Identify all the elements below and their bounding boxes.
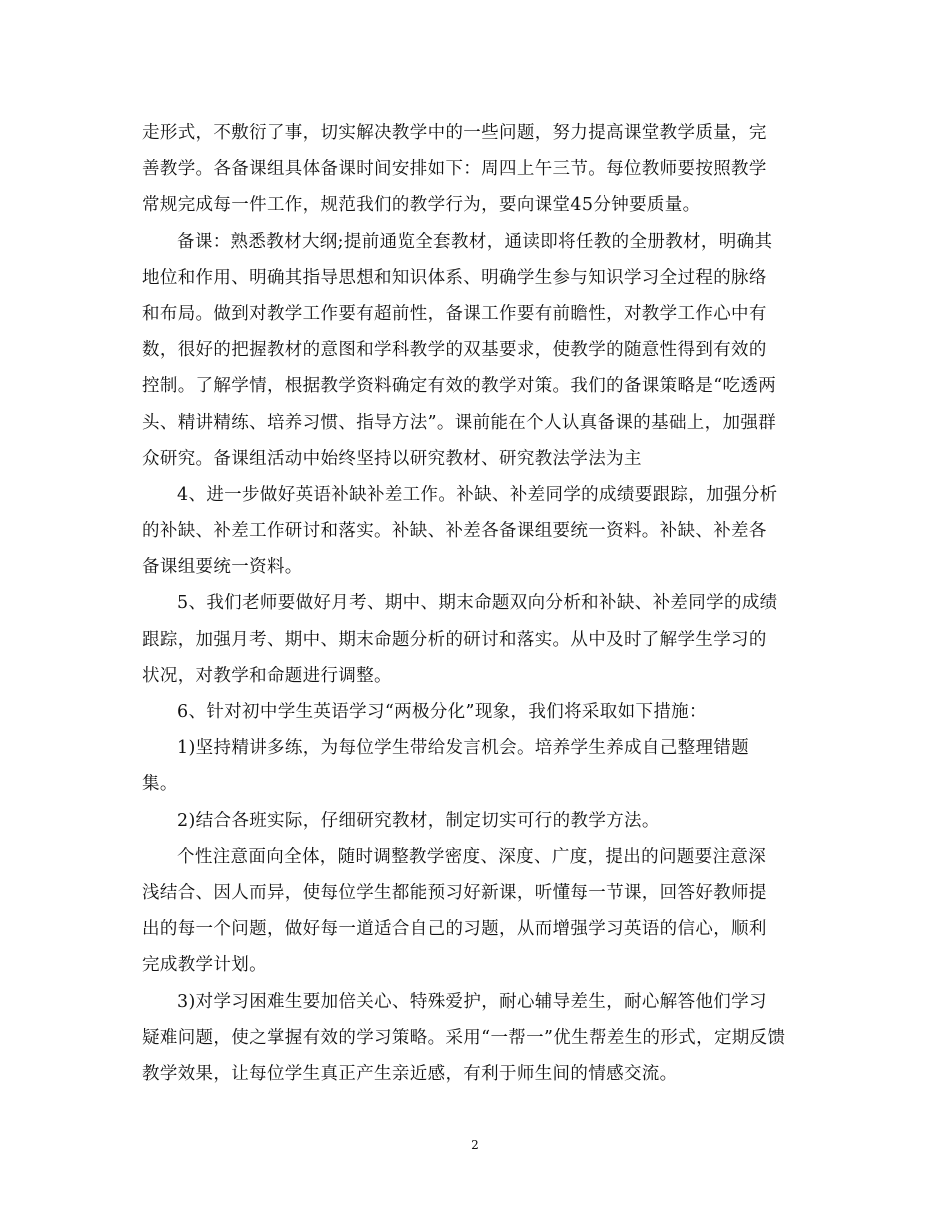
text-line: 教学效果，让每位学生真正产生亲近感，有利于师生间的情感交流。 [142,1063,678,1084]
text-line: 备课组要统一资料。 [142,557,303,578]
text-line: 4、进一步做好英语补缺补差工作。补缺、补差同学的成绩要跟踪，加强分析 [177,484,778,505]
text-line: 备课：熟悉教材大纲;提前通览全套教材，通读即将任教的全册教材，明确其 [177,231,773,252]
text-line: 集。 [142,774,178,795]
text-line: 善教学。各备课组具体备课时间安排如下：周四上午三节。每位教师要按照教学 [142,159,767,180]
text-line: 常规完成每一件工作，规范我们的教学行为，要向课堂45分钟要质量。 [142,195,701,216]
text-line: 和布局。做到对教学工作要有超前性，备课工作要有前瞻性，对教学工作心中有 [142,303,767,324]
text-line: 众研究。备课组活动中始终坚持以研究教材、研究教法学法为主 [142,448,642,469]
text-line: 个性注意面向全体，随时调整教学密度、深度、广度，提出的问题要注意深 [177,846,767,867]
text-line: 的补缺、补差工作研讨和落实。补缺、补差各备课组要统一资料。补缺、补差各 [142,521,767,542]
text-line: 浅结合、因人而异，使每位学生都能预习好新课，听懂每一节课，回答好教师提 [142,882,767,903]
text-line: 6、针对初中学生英语学习“两极分化”现象，我们将采取如下措施： [177,702,707,722]
text-line: 2)结合各班实际，仔细研究教材，制定切实可行的教学方法。 [177,810,660,831]
text-line: 数，很好的把握教材的意图和学科教学的双基要求，使教学的随意性得到有效的 [142,340,767,361]
text-line: 头、精讲精练、培养习惯、指导方法”。课前能在个人认真备课的基础上，加强群 [142,412,777,433]
text-line: 完成教学计划。 [142,955,267,976]
text-line: 地位和作用、明确其指导思想和知识体系、明确学生参与知识学习全过程的脉络 [142,267,767,288]
text-line: 跟踪，加强月考、期中、期末命题分析的研讨和落实。从中及时了解学生学习的 [142,629,767,650]
text-line: 疑难问题，使之掌握有效的学习策略。采用“一帮一”优生帮差生的形式，定期反馈 [142,1027,786,1048]
text-line: 走形式，不敷衍了事，切实解决教学中的一些问题，努力提高课堂教学质量，完 [142,123,767,143]
text-line: 出的每一个问题，做好每一道适合自己的习题，从而增强学习英语的信心，顺利 [142,919,767,940]
text-line: 控制。了解学情，根据教学资料确定有效的教学对策。我们的备课策略是“吃透两 [142,376,777,397]
text-line: 1)坚持精讲多练，为每位学生带给发言机会。培养学生养成自己整理错题 [177,738,750,759]
text-line: 5、我们老师要做好月考、期中、期末命题双向分析和补缺、补差同学的成绩 [177,593,778,614]
page-number: 2 [471,1138,479,1152]
text-line: 3)对学习困难生要加倍关心、特殊爱护，耐心辅导差生，耐心解答他们学习 [177,991,767,1012]
body-text [142,115,812,1092]
text-line: 状况，对教学和命题进行调整。 [142,665,392,686]
